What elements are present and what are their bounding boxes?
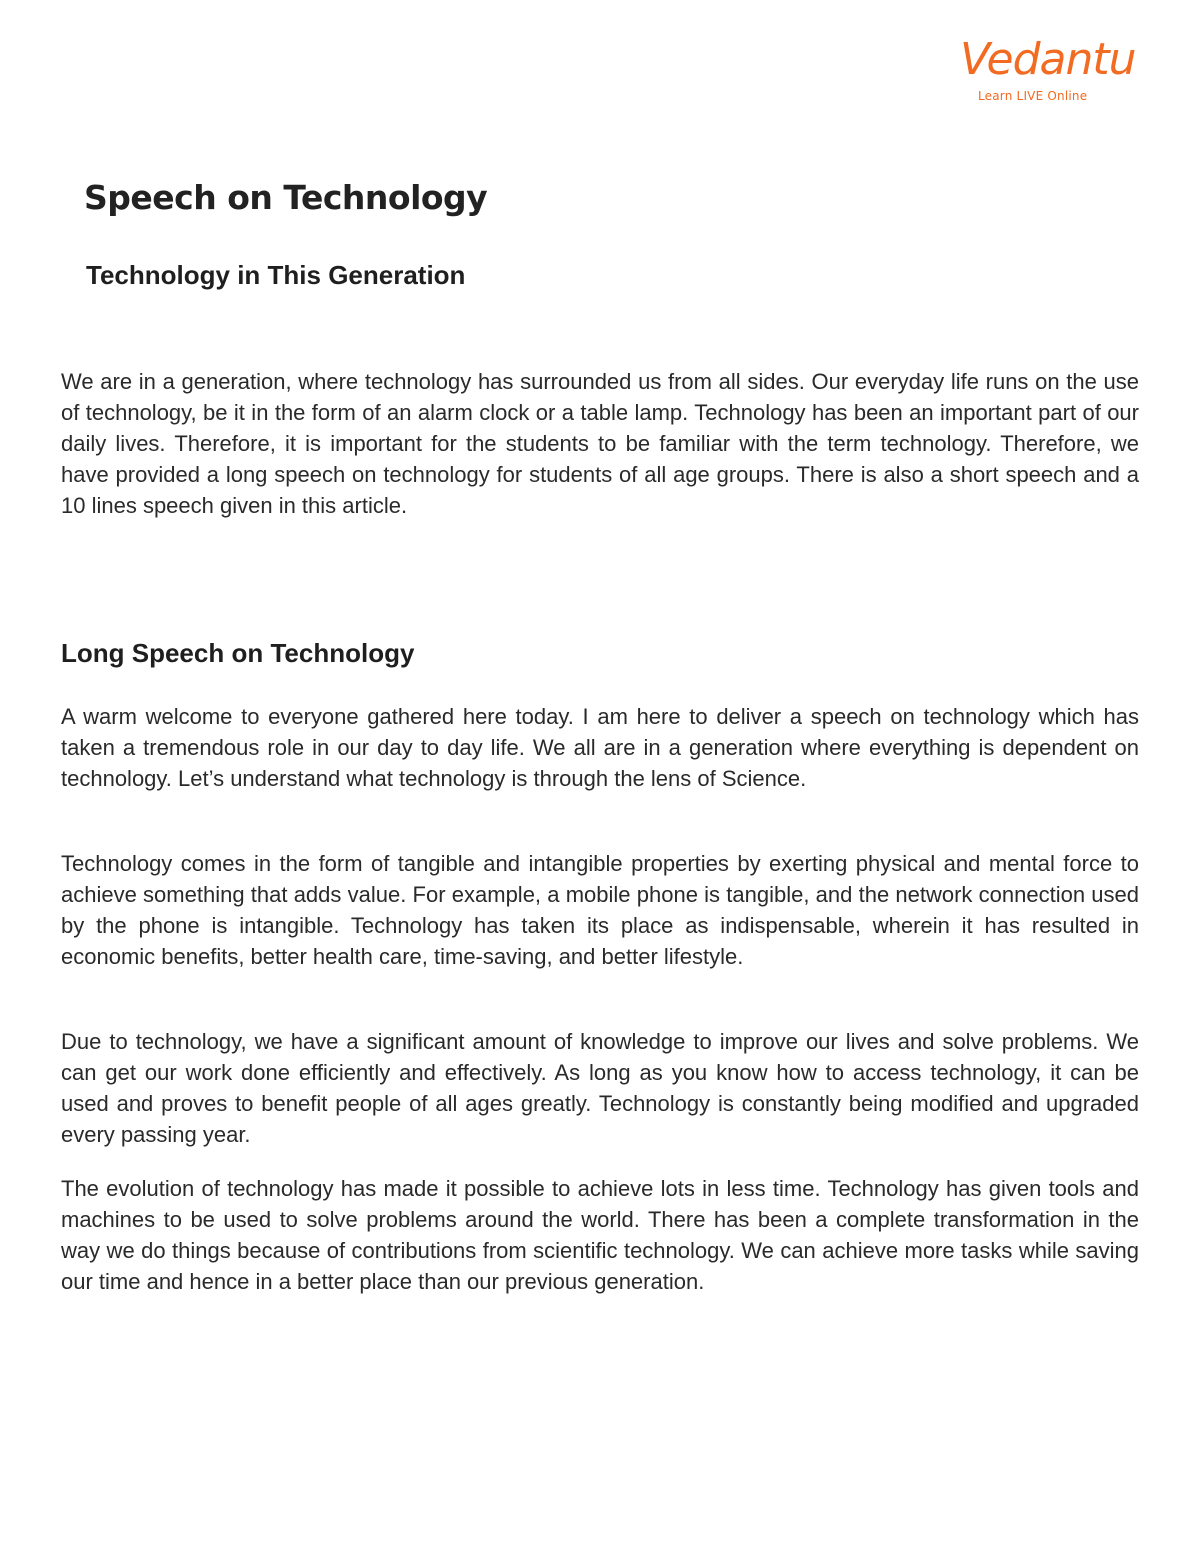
long-speech-paragraph-1: A warm welcome to everyone gathered here today. I am here to deliver a speech on technology which has taken a tremendous role in our day to day life. We all are in a generation where everything is dependent on technology. Let’s understand what technology is through the lens of Science. [61, 704, 1139, 791]
long-speech-paragraph-4: The evolution of technology has made it possible to achieve lots in less time. Technology has given tools and machines to be used to solve problems around the world. There has been a complete transformation in the way we do things because of contributions from scientific technology. We can achieve more tasks while saving our time and hence in a better place than our previous generation. [61, 1176, 1139, 1294]
page-title: Speech on Technology [84, 178, 488, 217]
logo-tagline: Learn LIVE Online [978, 89, 1088, 103]
long-speech-paragraph-2: Technology comes in the form of tangible and intangible properties by exerting physical and mental force to achieve something that adds value. For example, a mobile phone is tangible, and the network connection used by the phone is intangible. Technology has taken its place as indispensable, wherein it has resulted in economic benefits, better health care, time-saving, and better lifestyle. [61, 851, 1139, 969]
section-subtitle: Technology in This Generation [86, 260, 466, 290]
logo-wordmark: Vedantu [960, 34, 1136, 85]
long-speech-heading: Long Speech on Technology [61, 638, 415, 668]
intro-paragraph: We are in a generation, where technology has surrounded us from all sides. Our everyday life runs on the use of technology, be it in the form of an alarm clock or a table lamp. Technology has been an important part of our daily lives. Therefore, it is important for the students to be familiar with the term technology. Therefore, we have provided a long speech on technology for students of all age groups. There is also a short speech and a 10 lines speech given in this article. [61, 369, 1139, 518]
vedantu-logo [955, 30, 1136, 110]
long-speech-paragraph-3: Due to technology, we have a significant amount of knowledge to improve our lives and solve problems. We can get our work done efficiently and effectively. As long as you know how to access technology, it can be used and proves to benefit people of all ages greatly. Technology is constantly being modified and upgraded every passing year. [61, 1029, 1139, 1147]
